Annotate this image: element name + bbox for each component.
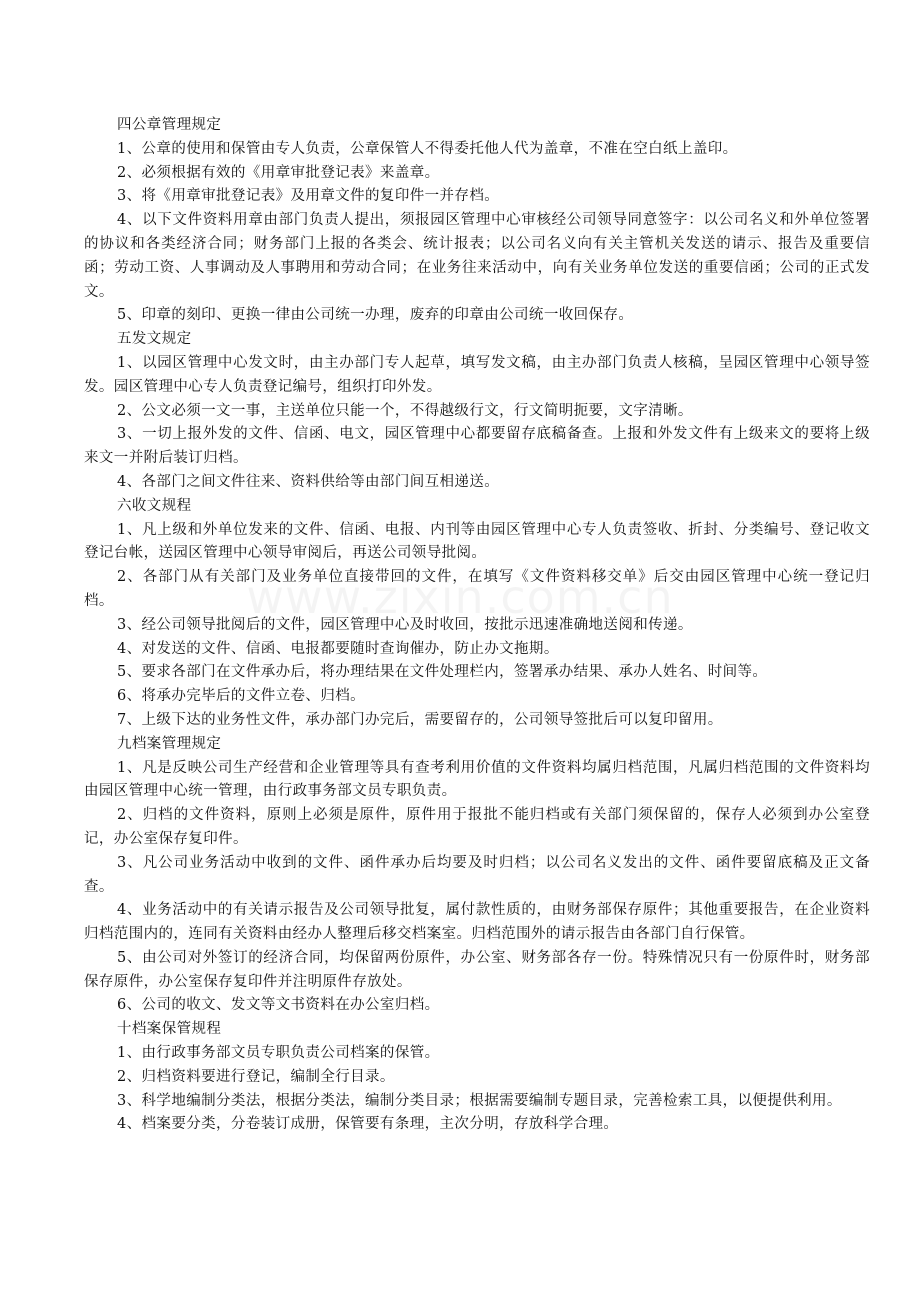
section-title: 五发文规定: [117, 331, 192, 348]
paragraph: 4、业务活动中的有关请示报告及公司领导批复，属付款性质的，由财务部保存原件；其他重要报告，在企业资料归档范围内的，连同有关资料由经办人整理后移交档案室。归档范围外的请示报告由各部门自行保管。: [84, 902, 870, 943]
paragraph: 4、档案要分类，分卷装订成册，保管要有条理，主次分明，存放科学合理。: [117, 1116, 619, 1133]
section-title: 六收文规程: [117, 497, 192, 514]
paragraph: 6、公司的收文、发文等文书资料在办公室归档。: [117, 997, 440, 1014]
paragraph: 5、印章的刻印、更换一律由公司统一办理，废弃的印章由公司统一收回保存。: [117, 307, 634, 324]
paragraph: 1、由行政事务部文员专职负责公司档案的保管。: [117, 1045, 440, 1062]
paragraph: 6、将承办完毕后的文件立卷、归档。: [117, 688, 366, 705]
paragraph: 5、要求各部门在文件承办后，将办理结果在文件处理栏内，签署承办结果、承办人姓名、时间等。: [117, 664, 768, 681]
paragraph: 4、对发送的文件、信函、电报都要随时查询催办，防止办文拖期。: [117, 640, 559, 657]
paragraph: 5、由公司对外签订的经济合同，均保留两份原件，办公室、财务部各存一份。特殊情况只有一份原件时，财务部保存原件，办公室保存复印件并注明原件存放处。: [84, 949, 870, 990]
document-body: [84, 114, 870, 1137]
paragraph: 1、公章的使用和保管由专人负责，公章保管人不得委托他人代为盖章，不准在空白纸上盖印。: [117, 140, 738, 157]
paragraph: 2、归档资料要进行登记，编制全行目录。: [117, 1068, 395, 1085]
paragraph: 1、凡是反映公司生产经营和企业管理等具有查考利用价值的文件资料均属归档范围，凡属归档范围的文件资料均由园区管理中心统一管理，由行政事务部文员专职负责。: [84, 759, 870, 800]
paragraph: 2、公文必须一文一事，主送单位只能一个，不得越级行文，行文简明扼要，文字清晰。: [117, 402, 693, 419]
paragraph: 4、各部门之间文件往来、资料供给等由部门间互相递送。: [117, 473, 500, 490]
paragraph: 3、一切上报外发的文件、信函、电文，园区管理中心都要留存底稿备查。上报和外发文件有上级来文的要将上级来文一并附后装订归档。: [84, 426, 870, 467]
section-title: 十档案保管规程: [117, 1021, 222, 1038]
paragraph: 3、经公司领导批阅后的文件，园区管理中心及时收回，按批示迅速准确地送阅和传递。: [117, 616, 693, 633]
paragraph: 3、科学地编制分类法，根据分类法，编制分类目录；根据需要编制专题目录，完善检索工具，以便提供利用。: [117, 1092, 842, 1109]
paragraph: 3、凡公司业务活动中收到的文件、函件承办后均要及时归档；以公司名义发出的文件、函件要留底稿及正文备查。: [84, 854, 870, 895]
paragraph: 2、归档的文件资料，原则上必须是原件，原件用于报批不能归档或有关部门须保留的，保存人必须到办公室登记，办公室保存复印件。: [84, 807, 870, 847]
paragraph: 7、上级下达的业务性文件，承办部门办完后，需要留存的，公司领导签批后可以复印留用。: [117, 711, 723, 728]
paragraph: 1、以园区管理中心发文时，由主办部门专人起草，填写发文稿，由主办部门负责人核稿，呈园区管理中心领导签发。园区管理中心专人负责登记编号，组织打印外发。: [84, 354, 870, 395]
paragraph: 2、必须根据有效的《用章审批登记表》来盖章。: [117, 164, 440, 181]
section-title: 四公章管理规定: [117, 117, 222, 133]
paragraph: 4、以下文件资料用章由部门负责人提出，须报园区管理中心审核经公司领导同意签字：以公司名义和外单位签署的协议和各类经济合同；财务部门上报的各类会、统计报表；以公司名义向有关主管机关发送的请示、报告及重要信函；劳动工资、人事调动及人事聘用和劳动合同；在业务往来活动中，向有关业务单位发送的重要信函；公司的正式发文。: [84, 212, 870, 300]
paragraph: 2、各部门从有关部门及业务单位直接带回的文件，在填写《文件资料移交单》后交由园区管理中心统一登记归档。: [84, 569, 870, 609]
paragraph: 3、将《用章审批登记表》及用章文件的复印件一并存档。: [117, 188, 500, 205]
paragraph: 1、凡上级和外单位发来的文件、信函、电报、内刊等由园区管理中心专人负责签收、折封、分类编号、登记收文登记台帐，送园区管理中心领导审阅后，再送公司领导批阅。: [84, 521, 870, 562]
section-title: 九档案管理规定: [117, 735, 222, 752]
